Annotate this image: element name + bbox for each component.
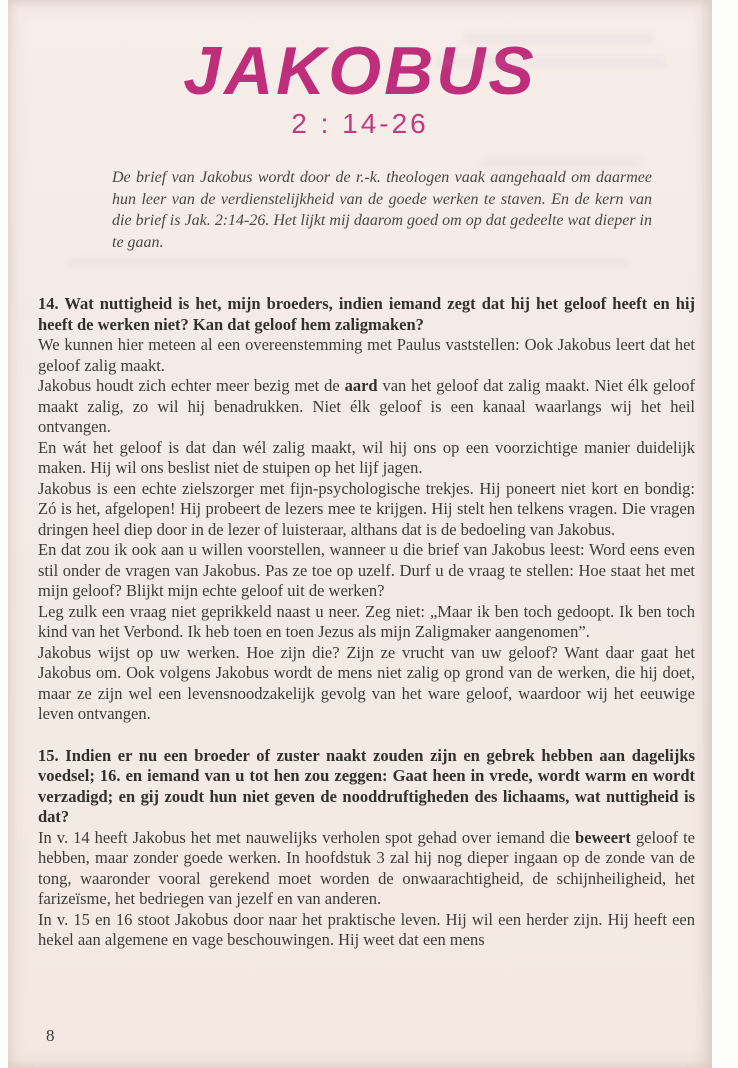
commentary-paragraph: Jakobus is een echte zielszorger met fijn-psychologische trekjes. Hij poneert niet kort en bondig: Zó is het, afgelopen! Hij probeert de lezers mee te krijgen. Hij stelt hen telkens vragen. Die vragen dringen heel diep door in de lezer of luisteraar, althans dat is de bedoeling van Jakobus. <box>38 478 695 539</box>
book-page <box>8 0 712 1068</box>
commentary-paragraph: En dat zou ik ook aan u willen voorstellen, wanneer u die brief van Jakobus leest: Word eens even stil onder de vragen van Jakobus. Pas ze toe op uzelf. Durf u de vraag te stellen: Hoe staat het met mijn geloof? Blijkt mijn echte geloof uit de werken? <box>38 540 695 600</box>
commentary-paragraph: En wát het geloof is dat dan wél zalig maakt, wil hij ons op een voorzichtige manier duidelijk maken. Hij wil ons beslist niet de stuipen op het lijf jagen. <box>38 437 695 477</box>
intro-quote: De brief van Jakobus wordt door de r.-k. theologen vaak aangehaald om daarmee hun leer van de verdienstelijkheid van de goede werken te staven. En de kern van die brief is Jak. 2:14-26. Het lijkt mij daarom goed om op dat gedeelte wat dieper in te gaan. <box>112 169 652 251</box>
commentary-paragraph: Leg zulk een vraag niet geprikkeld naast u neer. Zeg niet: „Maar ik ben toch gedoopt. Ik ben toch kind van het Verbond. Ik heb toen en toen Jezus als mijn Zaligmaker aangenomen”. <box>38 601 695 641</box>
commentary-paragraph: In v. 15 en 16 stoot Jakobus door naar het praktische leven. Hij wil een herder zijn. Hij heeft een hekel aan algemene en vage beschouwingen. Hij weet dat een mens <box>38 909 695 949</box>
verse-paragraph: 14. Wat nuttigheid is het, mijn broeders, indien iemand zegt dat hij het geloof heeft en hij heeft de werken niet? Kan dat geloof hem zaligmaken? <box>38 294 695 334</box>
bleedthrough-ghost <box>68 256 628 267</box>
text-column <box>38 294 695 951</box>
commentary-paragraph: In v. 14 heeft Jakobus het met nauwelijks verholen spot gehad over iemand die beweert geloof te hebben, maar zonder goede werken. In hoofdstuk 3 zal hij nog dieper ingaan op de zonde van de tong, waaronder vooral gerekend moet worden de onwaarachtigheid, de schijnheiligheid, het farizeïsme, het bedriegen van jezelf en van anderen. <box>38 827 696 908</box>
commentary-paragraph: Jakobus houdt zich echter meer bezig met de aard van het geloof dat zalig maakt. Niet élk geloof maakt zalig, zo wil hij benadrukken. Niet élk geloof is een kanaal waarlangs wij het heil ontvangen. <box>38 376 695 436</box>
commentary-paragraph: We kunnen hier meteen al een overeenstemming met Paulus vaststellen: Ook Jakobus leert dat het geloof zalig maakt. <box>38 335 695 375</box>
verse-paragraph: 15. Indien er nu een broeder of zuster naakt zouden zijn en gebrek hebben aan dagelijks voedsel; 16. en iemand van u tot hen zou zeggen: Gaat heen in vrede, wordt warm en wordt verzadigd; en gij zoudt hun niet geven de nooddruftigheden des lichaams, wat nuttigheid is dat? <box>38 745 695 826</box>
emphasized-word: aard <box>344 376 378 395</box>
page-subtitle: 2 : 14-26 <box>291 108 429 139</box>
commentary-paragraph: Jakobus wijst op uw werken. Hoe zijn die? Zijn ze vrucht van uw geloof? Want daar gaat het Jakobus om. Ook volgens Jakobus wordt de mens niet zalig op grond van de werken, die hij doet, maar ze zijn wel een levensnoodzakelijk gevolg van het ware geloof, waardoor wij het eeuwige leven ontvangen. <box>38 642 695 723</box>
emphasized-word: beweert <box>575 827 631 847</box>
page-number: 8 <box>46 1026 55 1045</box>
page-title: JAKOBUS <box>183 33 537 109</box>
